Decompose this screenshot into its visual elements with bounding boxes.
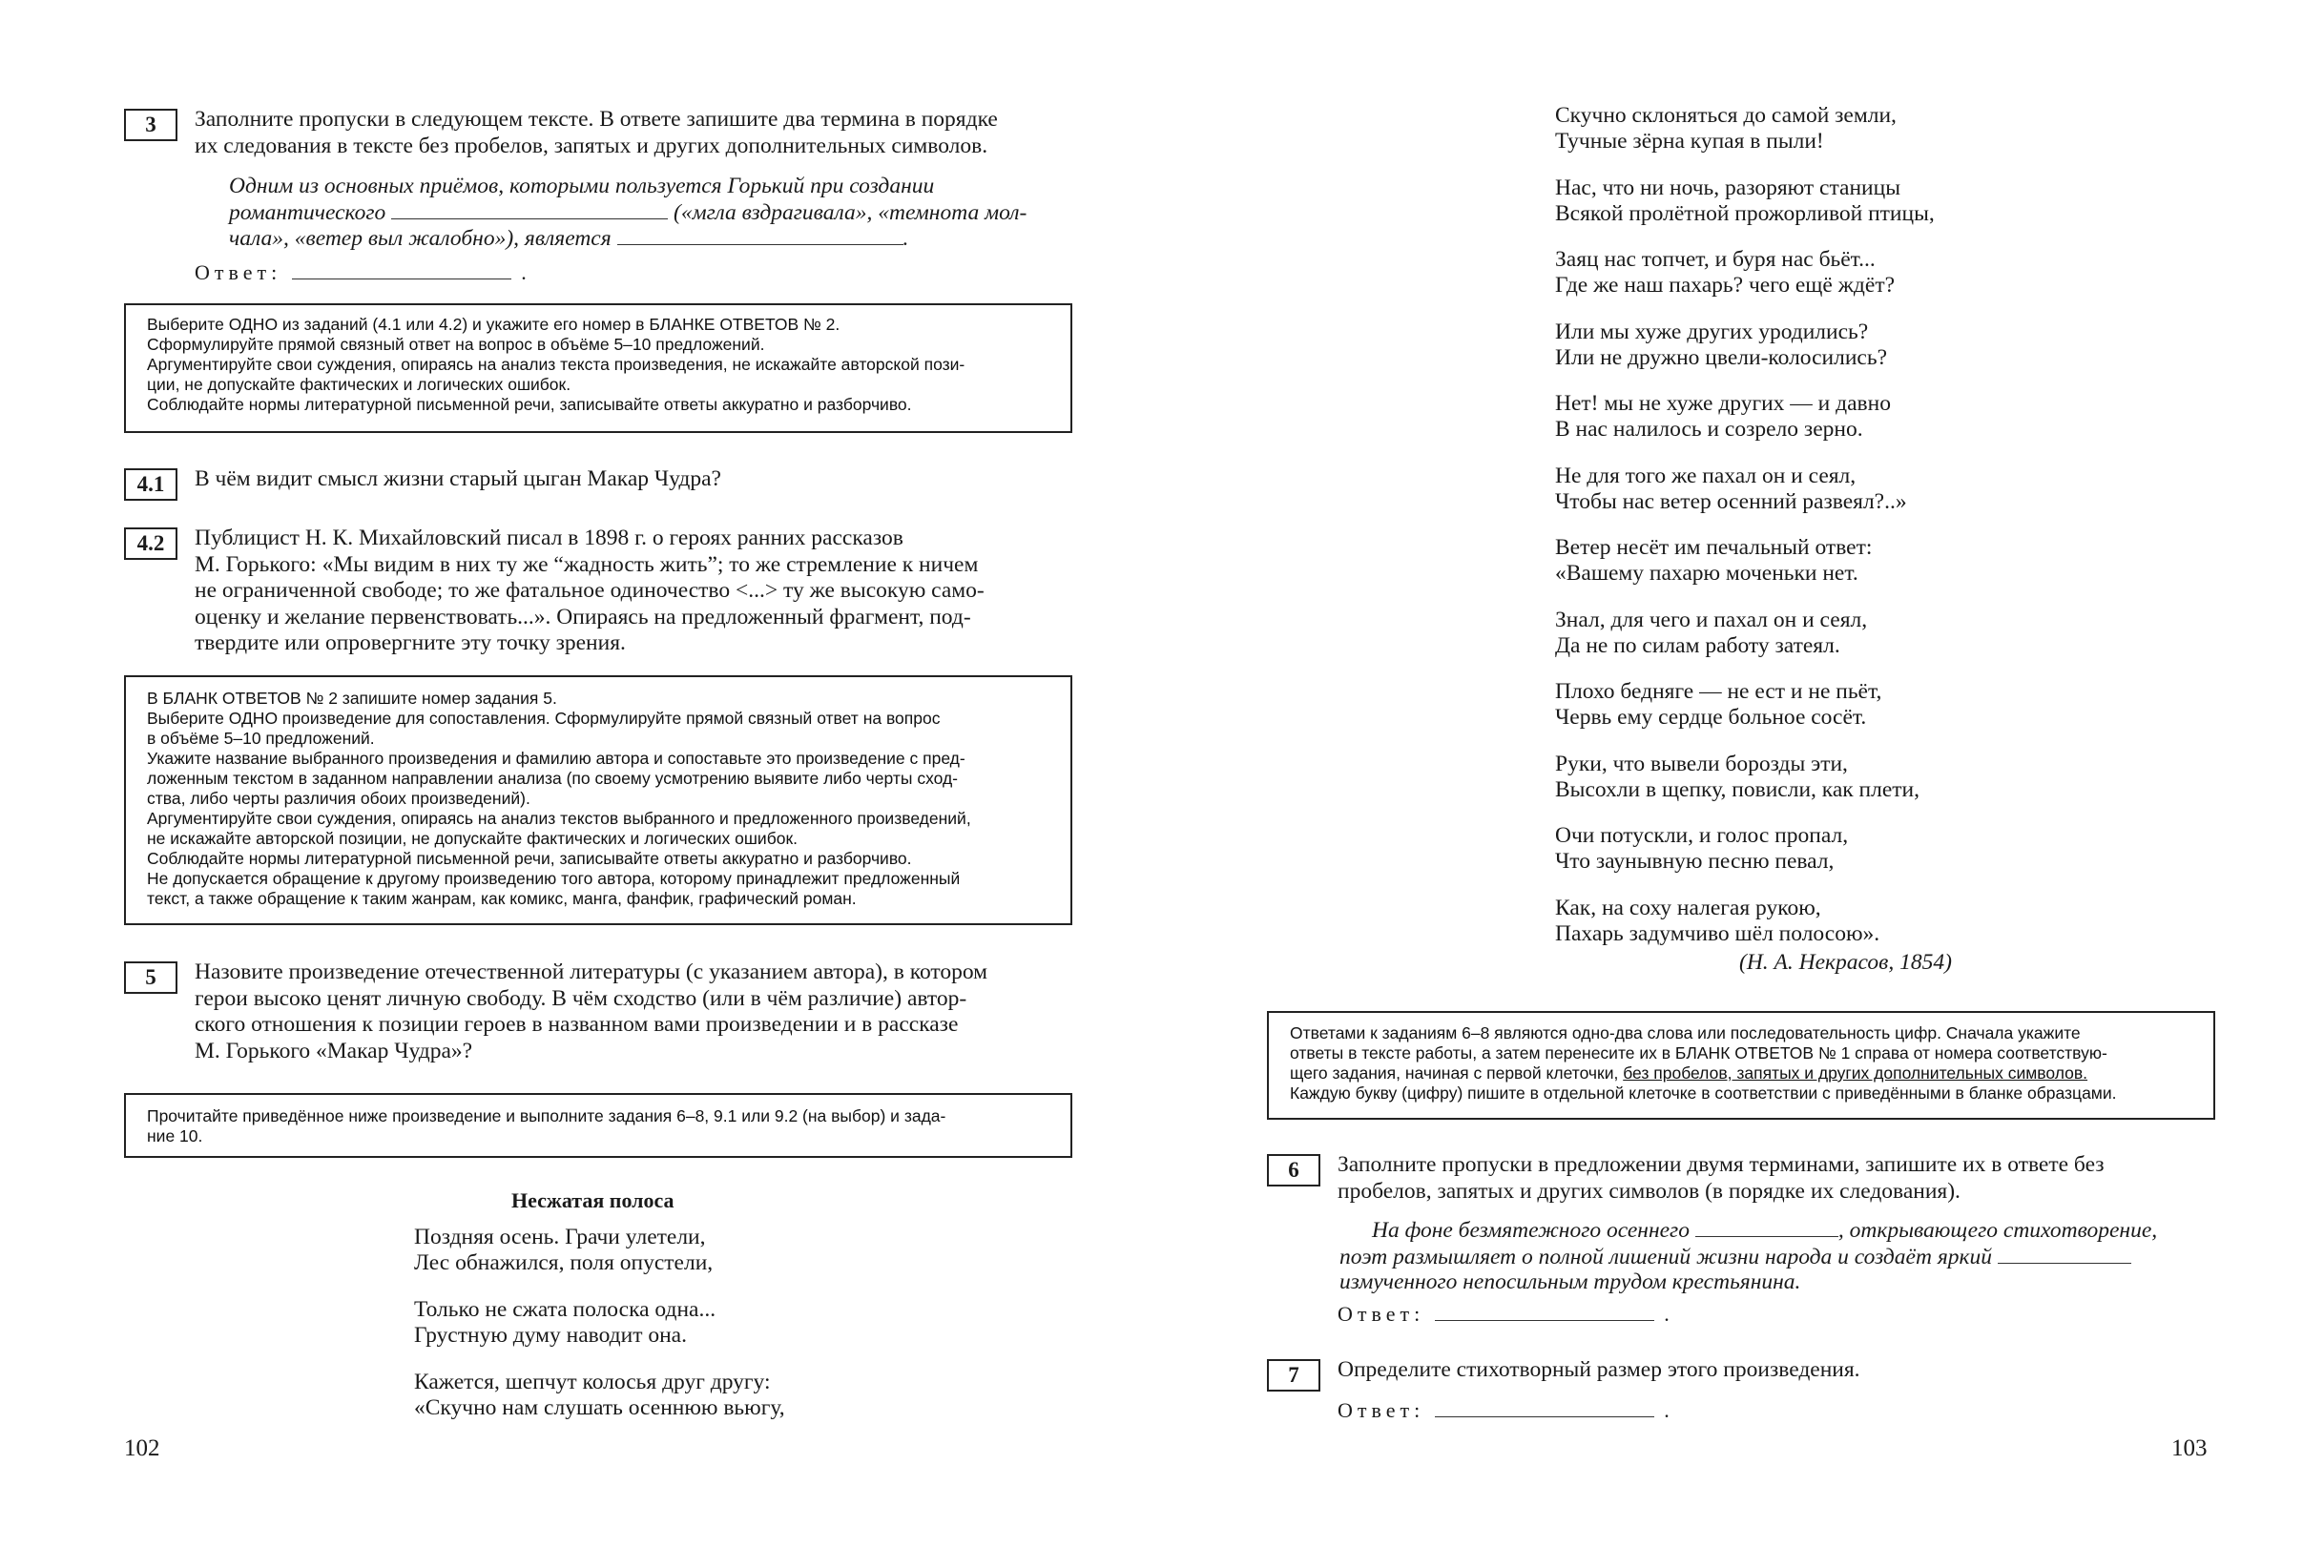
poem-line: Поздняя осень. Грачи улетели, xyxy=(414,1225,706,1249)
poem-stanza xyxy=(1555,320,1887,371)
task-line: М. Горького: «Мы видим в них ту же “жадность жить”; то же стремление к ничем xyxy=(195,551,979,577)
instructions-box xyxy=(124,675,1072,925)
task-number: 6 xyxy=(1267,1154,1320,1186)
poem-stanza xyxy=(1555,103,1897,155)
poem-stanza xyxy=(414,1225,713,1276)
instruction-line: В БЛАНК ОТВЕТОВ № 2 запишите номер задания 5. xyxy=(147,689,557,708)
task-line: Назовите произведение отечественной литературы (с указанием автора), в котором xyxy=(195,959,988,984)
poem-stanza xyxy=(1555,752,1919,803)
instruction-line: Выберите ОДНО из заданий (4.1 или 4.2) и укажите его номер в БЛАНКЕ ОТВЕТОВ № 2. xyxy=(147,315,840,334)
poem-stanza xyxy=(414,1370,785,1421)
answer-label: Ответ: xyxy=(195,260,282,284)
poem-line: Плохо бедняге — не ест и не пьёт, xyxy=(1555,679,1882,704)
poem-stanza xyxy=(1555,535,1872,587)
instruction-line: Укажите название выбранного произведения и фамилию автора и сопоставьте это произведение с пред- xyxy=(147,749,965,768)
poem-line: Что заунывную песню певал, xyxy=(1555,849,1835,874)
poem-line: Где же наш пахарь? чего ещё ждёт? xyxy=(1555,273,1896,298)
blank-field[interactable] xyxy=(391,199,668,219)
poem-stanza xyxy=(1555,175,1935,227)
poem-stanza xyxy=(1555,823,1848,875)
instructions-box xyxy=(124,303,1072,433)
instructions-box xyxy=(124,1093,1072,1158)
poem-line: Только не сжата полоска одна... xyxy=(414,1297,716,1322)
instruction-line: в объёме 5–10 предложений. xyxy=(147,729,375,748)
poem-stanza xyxy=(1555,247,1895,299)
instruction-line: Аргументируйте свои суждения, опираясь на анализ текстов выбранного и предложенного произведений, xyxy=(147,809,971,828)
passage-line: чала», «ветер выл жалобно»), является . xyxy=(229,226,909,251)
passage-text: романтического xyxy=(229,199,386,225)
poem-line: Знал, для чего и пахал он и сеял, xyxy=(1555,608,1868,632)
blank-field[interactable] xyxy=(617,225,903,245)
instruction-line: текст, а также обращение к таким жанрам, как комикс, манга, фанфик, графический роман. xyxy=(147,889,857,908)
task-number: 4.1 xyxy=(124,468,177,501)
instruction-line: ции, не допускайте фактических и логических ошибок. xyxy=(147,375,571,394)
passage-text: поэт размышляет о полной лишений жизни народа и создаёт яркий xyxy=(1339,1244,1993,1269)
poem-line: Тучные зёрна купая в пыли! xyxy=(1555,129,1824,154)
answer-field[interactable] xyxy=(292,259,511,279)
instruction-line: Не допускается обращение к другому произведению того автора, которому принадлежит предложенный xyxy=(147,869,961,888)
poem-line: Червь ему сердце больное сосёт. xyxy=(1555,705,1867,730)
instruction-text: щего задания, начиная с первой клеточки, xyxy=(1290,1063,1624,1083)
poem-line: Как, на соху налегая рукою, xyxy=(1555,896,1821,920)
answer-field[interactable] xyxy=(1435,1397,1654,1417)
poem-line: Руки, что вывели борозды эти, xyxy=(1555,752,1848,776)
poem-line: Лес обнажился, поля опустели, xyxy=(414,1250,714,1275)
task-number: 7 xyxy=(1267,1359,1320,1392)
poem-stanza xyxy=(1555,608,1867,659)
answer-field[interactable] xyxy=(1435,1301,1654,1321)
poem-stanza xyxy=(1555,679,1881,731)
instruction-line: ложенным текстом в заданном направлении анализа (по своему усмотрению выявите либо черты сход- xyxy=(147,769,959,788)
task-passage xyxy=(1339,1217,2221,1295)
passage-line: измученного непосильным трудом крестьянина. xyxy=(1339,1269,1801,1294)
right-page xyxy=(1162,0,2324,1568)
passage-line xyxy=(1372,1217,2221,1244)
passage-line xyxy=(229,199,1078,226)
passage-text: чала», «ветер выл жалобно»), является xyxy=(229,226,612,251)
instruction-line: Выберите ОДНО произведение для сопоставления. Сформулируйте прямой связный ответ на вопрос xyxy=(147,709,941,728)
poem-line: Скучно склоняться до самой земли, xyxy=(1555,103,1897,128)
poem-line: Высохли в щепку, повисли, как плети, xyxy=(1555,777,1920,802)
task-passage xyxy=(229,174,1078,252)
poem-line: Нет! мы не хуже других — и давно xyxy=(1555,391,1891,416)
task-text: В чём видит смысл жизни старый цыган Макар Чудра? xyxy=(195,466,721,491)
poem-line: Не для того же пахал он и сеял, xyxy=(1555,464,1857,488)
blank-field[interactable] xyxy=(1695,1217,1838,1237)
task-line: не ограниченной свободе; то же фатальное одиночество <...> ту же высокую само- xyxy=(195,578,985,603)
instruction-line: Каждую букву (цифру) пишите в отдельной клеточке в соответствии с приведёнными в бланке образцами. xyxy=(1290,1083,2117,1103)
task-line: их следования в тексте без пробелов, запятых и других дополнительных символов. xyxy=(195,133,988,158)
instruction-line: ства, либо черты различия обоих произведений). xyxy=(147,789,530,808)
poem-title: Несжатая полоса xyxy=(511,1188,674,1212)
answer-label: Ответ: xyxy=(1338,1302,1425,1326)
passage-line: Одним из основных приёмов, которыми пользуется Горький при создании xyxy=(229,174,935,198)
instruction-underlined: без пробелов, запятых и других дополнительных символов. xyxy=(1623,1063,2088,1083)
poem-line: Да не по силам работу затеял. xyxy=(1555,633,1840,658)
poem-line: Заяц нас топчет, и буря нас бьёт... xyxy=(1555,247,1876,272)
task-text: Определите стихотворный размер этого произведения. xyxy=(1338,1357,1860,1382)
passage-text: , открывающего стихотворение, xyxy=(1837,1218,2158,1243)
poem-line: Кажется, шепчут колосья друг другу: xyxy=(414,1370,771,1394)
poem-line: Чтобы нас ветер осенний развеял?..» xyxy=(1555,489,1907,514)
task-text xyxy=(195,107,1078,159)
task-line: Заполните пропуски в предложении двумя терминами, запишите их в ответе без xyxy=(1338,1152,2105,1177)
task-line: Публицист Н. К. Михайловский писал в 1898 г. о героях ранних рассказов xyxy=(195,526,903,550)
page-number: 103 xyxy=(2171,1435,2208,1461)
poem-stanza xyxy=(1555,464,1907,515)
instruction-line xyxy=(1290,1063,2192,1083)
task-text xyxy=(1338,1152,2221,1205)
poem-line: Нас, что ни ночь, разоряют станицы xyxy=(1555,175,1900,200)
task-line: М. Горького «Макар Чудра»? xyxy=(195,1038,473,1063)
answer-label: Ответ: xyxy=(1338,1398,1425,1422)
answer-line: Ответ: . xyxy=(195,260,531,284)
instruction-line: Аргументируйте свои суждения, опираясь на анализ текста произведения, не искажайте авторской пози- xyxy=(147,355,965,374)
passage-text: На фоне безмятежного осеннего xyxy=(1372,1218,1690,1243)
instruction-line: Сформулируйте прямой связный ответ на вопрос в объёме 5–10 предложений. xyxy=(147,335,765,354)
task-line: оценку и желание первенствовать...». Опираясь на предложенный фрагмент, под- xyxy=(195,604,971,629)
task-number: 3 xyxy=(124,109,177,141)
poem-line: Ветер несёт им печальный ответ: xyxy=(1555,535,1873,560)
poem-stanza xyxy=(1555,391,1891,443)
poem-line: Всякой пролётной прожорливой птицы, xyxy=(1555,201,1935,226)
poem-stanza xyxy=(1555,896,1879,947)
instruction-line: Прочитайте приведённое ниже произведение и выполните задания 6–8, 9.1 или 9.2 (на выбор) и зада- xyxy=(147,1106,946,1125)
task-text xyxy=(195,959,1078,1064)
task-text xyxy=(195,526,1078,657)
task-number: 5 xyxy=(124,961,177,994)
task-line: Заполните пропуски в следующем тексте. В ответе запишите два термина в порядке xyxy=(195,107,998,132)
instruction-line: Соблюдайте нормы литературной письменной речи, записывайте ответы аккуратно и разборчиво. xyxy=(147,395,912,414)
instruction-line: Ответами к заданиям 6–8 являются одно-два слова или последовательность цифр. Сначала укажите xyxy=(1290,1023,2081,1042)
answer-line: Ответ: . xyxy=(1338,1398,1674,1422)
task-line: твердите или опровергните эту точку зрения. xyxy=(195,630,626,655)
blank-field[interactable] xyxy=(1998,1244,2131,1264)
instruction-line: не искажайте авторской позиции, не допускайте фактических и логических ошибок. xyxy=(147,829,798,848)
poem-line: «Скучно нам слушать осеннюю вьюгу, xyxy=(414,1395,785,1420)
instruction-line: ние 10. xyxy=(147,1126,203,1145)
poem-line: Пахарь задумчиво шёл полосою». xyxy=(1555,921,1880,946)
instructions-box xyxy=(1267,1011,2215,1120)
poem-line: В нас налилось и созрело зерно. xyxy=(1555,417,1863,442)
poem-line: Или мы хуже других уродились? xyxy=(1555,320,1869,344)
task-number: 4.2 xyxy=(124,527,177,560)
answer-line: Ответ: . xyxy=(1338,1302,1674,1326)
passage-text: («мгла вздрагивала», «темнота мол- xyxy=(674,199,1027,225)
poem-line: Или не дружно цвели-колосились? xyxy=(1555,345,1888,370)
poem-line: Очи потускли, и голос пропал, xyxy=(1555,823,1849,848)
passage-line xyxy=(1339,1244,2221,1270)
poem-stanza xyxy=(414,1297,716,1349)
task-line: пробелов, запятых и других символов (в порядке их следования). xyxy=(1338,1178,1961,1204)
page-number: 102 xyxy=(124,1435,160,1461)
instruction-line: Соблюдайте нормы литературной письменной речи, записывайте ответы аккуратно и разборчиво. xyxy=(147,849,912,868)
instruction-line: ответы в тексте работы, а затем перенесите их в БЛАНК ОТВЕТОВ № 1 справа от номера соответствую- xyxy=(1290,1043,2107,1063)
task-line: герои высоко ценят личную свободу. В чём сходство (или в чём различие) автор- xyxy=(195,985,967,1011)
poem-signature: (Н. А. Некрасов, 1854) xyxy=(1739,950,1952,975)
poem-line: Грустную думу наводит она. xyxy=(414,1323,687,1348)
poem-line: «Вашему пахарю моченьки нет. xyxy=(1555,561,1858,586)
task-line: ского отношения к позиции героев в названном вами произведении и в рассказе xyxy=(195,1012,959,1037)
